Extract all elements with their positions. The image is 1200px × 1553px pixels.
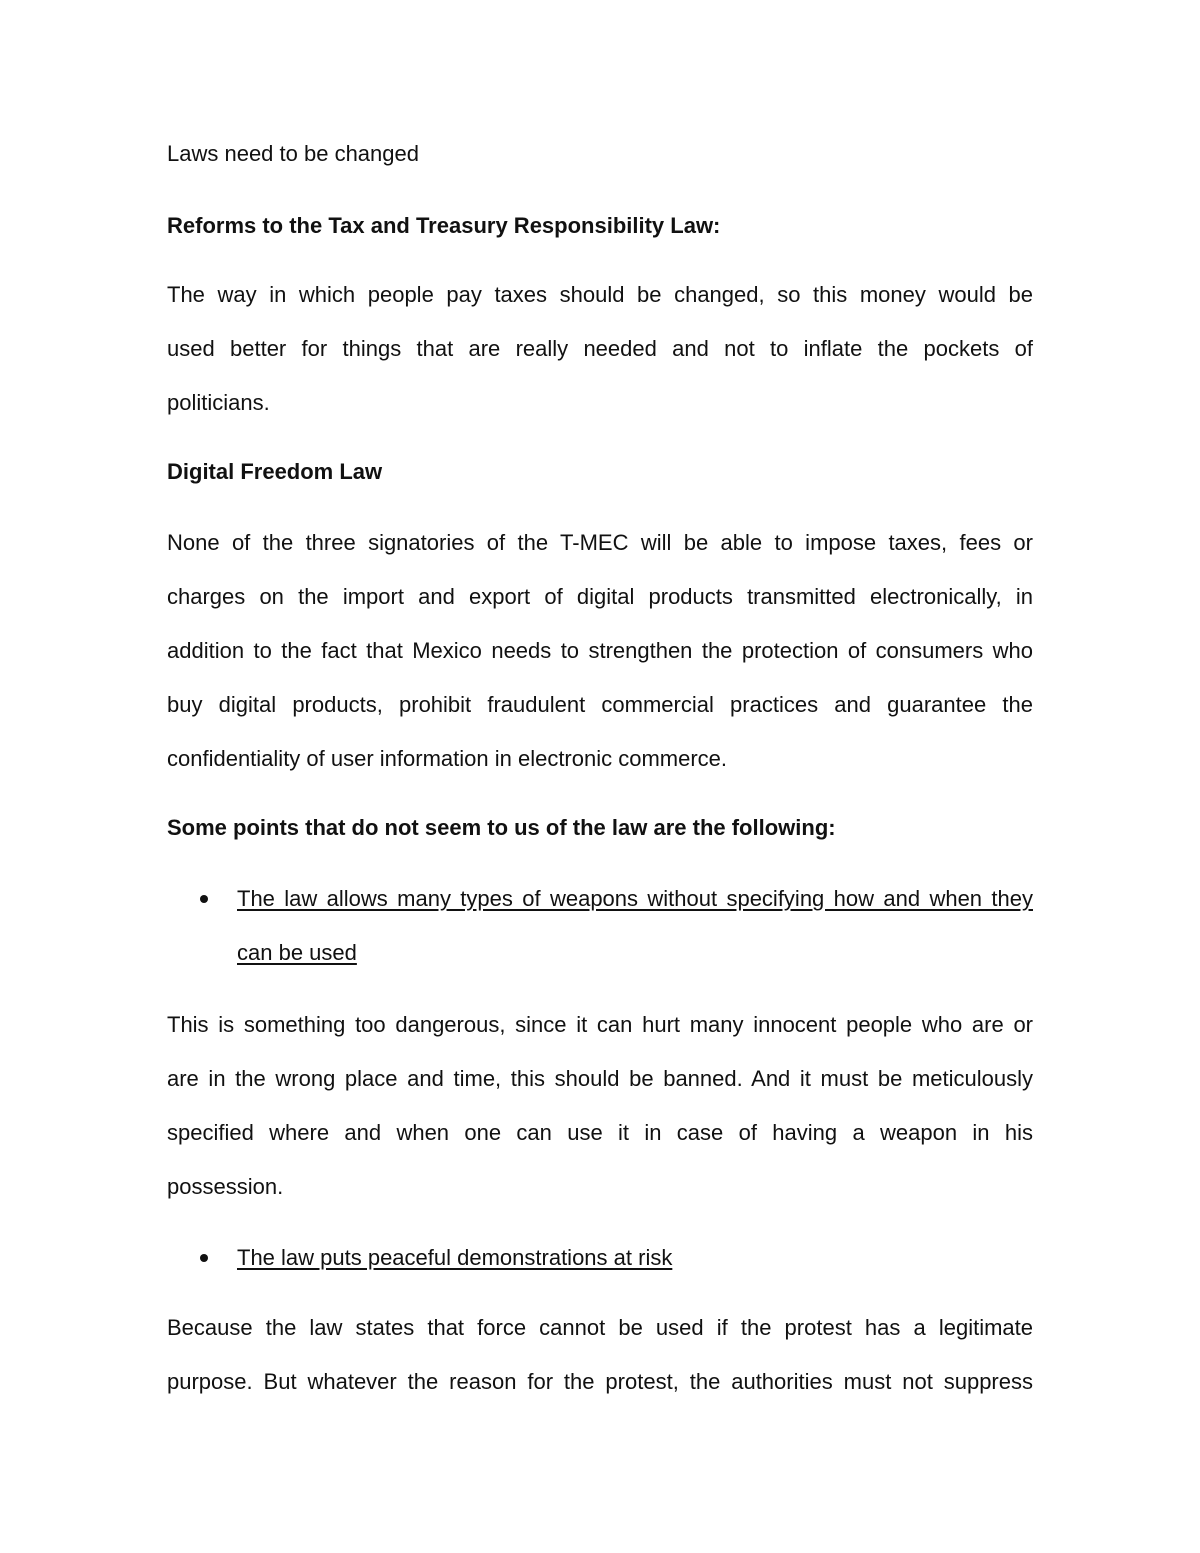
document-title: Laws need to be changed xyxy=(167,141,419,166)
paragraph-line: specified where and when one can use it in case of having a weapon in his xyxy=(167,1120,1033,1145)
bullet-item-line: The law allows many types of weapons without specifying how and when they xyxy=(237,886,1033,911)
section-heading-points: Some points that do not seem to us of the law are the following: xyxy=(167,815,836,840)
paragraph-line: politicians. xyxy=(167,390,270,415)
paragraph-line: This is something too dangerous, since it can hurt many innocent people who are or xyxy=(167,1012,1033,1037)
bullet-item-line: The law puts peaceful demonstrations at risk xyxy=(237,1245,673,1270)
paragraph-line: buy digital products, prohibit fraudulent commercial practices and guarantee the xyxy=(167,692,1033,717)
paragraph-line: addition to the fact that Mexico needs to strengthen the protection of consumers who xyxy=(167,638,1033,663)
paragraph-line: purpose. But whatever the reason for the protest, the authorities must not suppress xyxy=(167,1369,1033,1394)
bullet-icon xyxy=(200,895,208,903)
paragraph-line: None of the three signatories of the T-MEC will be able to impose taxes, fees or xyxy=(167,530,1033,555)
paragraph-line: used better for things that are really needed and not to inflate the pockets of xyxy=(167,336,1033,361)
paragraph-line: charges on the import and export of digital products transmitted electronically, in xyxy=(167,584,1033,609)
section-heading-digital-freedom-law: Digital Freedom Law xyxy=(167,459,383,484)
paragraph-line: are in the wrong place and time, this should be banned. And it must be meticulously xyxy=(167,1066,1033,1091)
paragraph-line: The way in which people pay taxes should be changed, so this money would be xyxy=(167,282,1033,307)
paragraph-line: possession. xyxy=(167,1174,284,1199)
paragraph-line: Because the law states that force cannot be used if the protest has a legitimate xyxy=(167,1315,1033,1340)
bullet-icon xyxy=(200,1254,208,1262)
paragraph-line: confidentiality of user information in electronic commerce. xyxy=(167,746,728,771)
bullet-item-line: can be used xyxy=(237,940,357,965)
section-heading-tax-law: Reforms to the Tax and Treasury Responsibility Law: xyxy=(167,213,721,238)
